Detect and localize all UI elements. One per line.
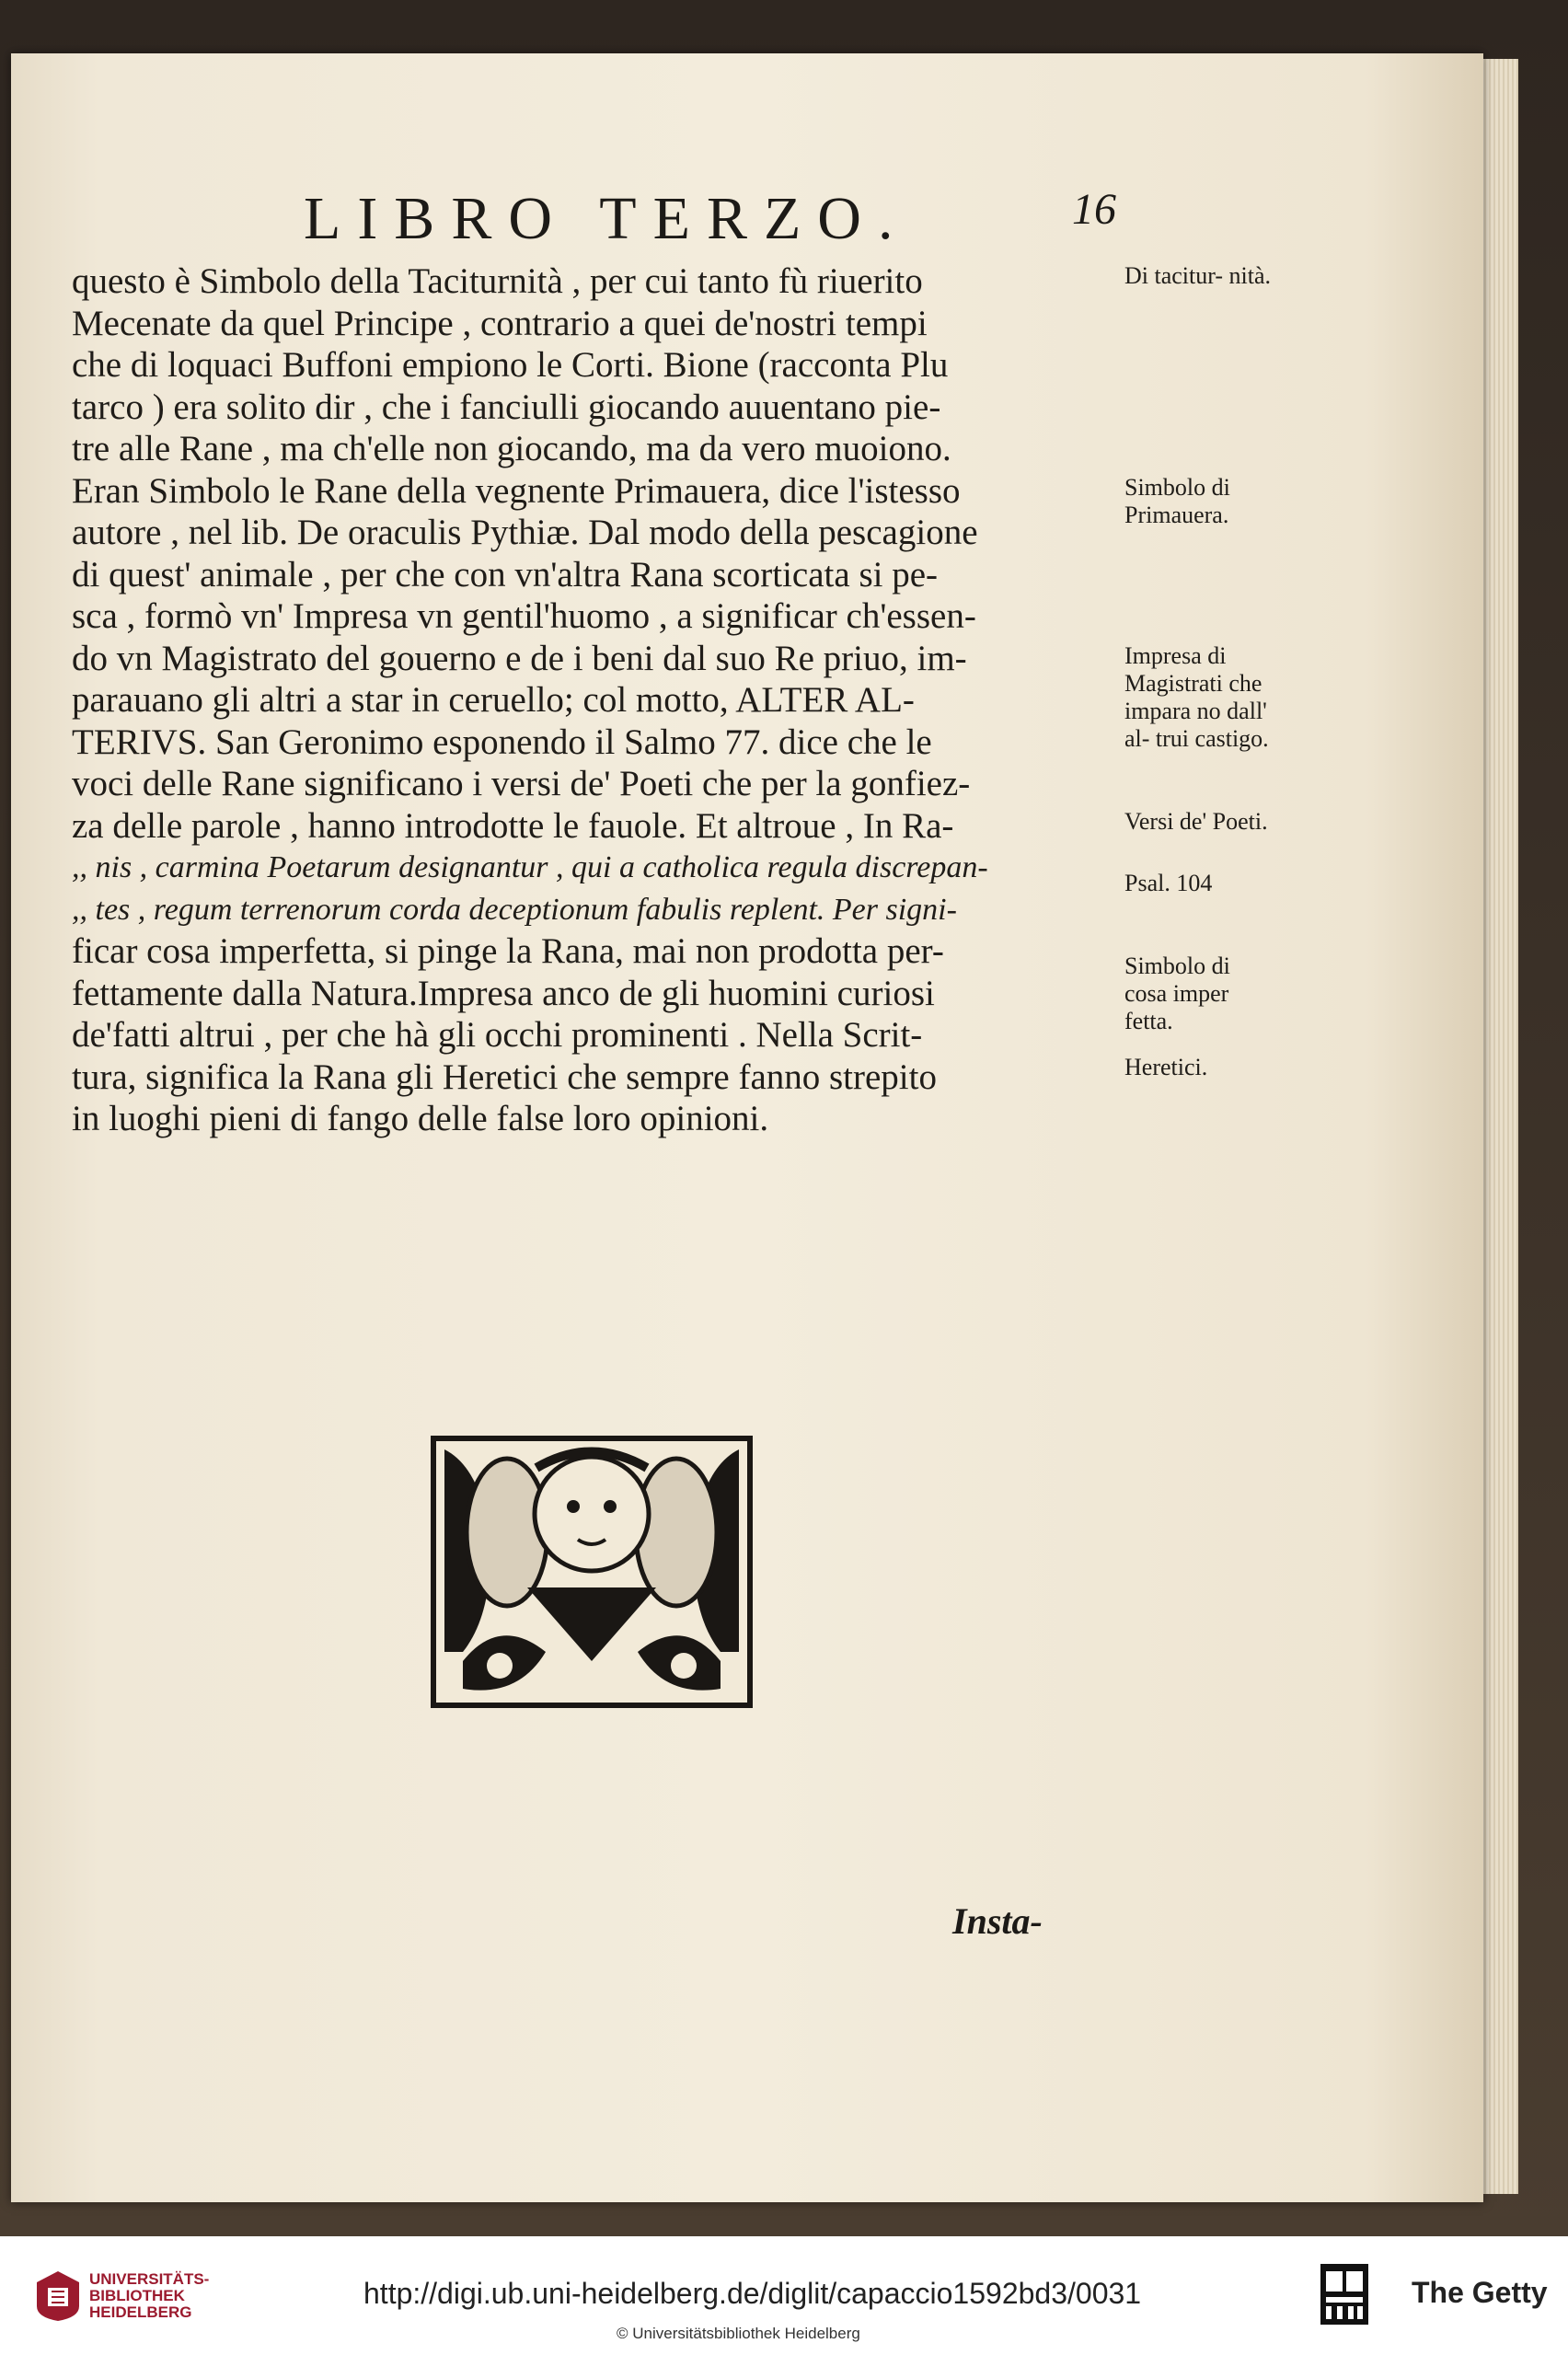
university-seal-icon <box>35 2269 81 2323</box>
text-line: za delle parole , hanno introdotte le fauole. Et altroue , In Ra- <box>72 805 954 846</box>
text-line: tarco ) era solito dir , che i fanciulli giocando auuentano pie- <box>72 387 941 427</box>
text-line: voci delle Rane significano i versi de' Poeti che per la gonfiez- <box>72 764 971 803</box>
partner-name: The Getty <box>1412 2276 1548 2309</box>
margin-note: Simbolo di cosa imper fetta. <box>1124 952 1230 1034</box>
text-line: ficar cosa imperfetta, si pinge la Rana, mai non prodotta per- <box>72 931 944 971</box>
text-line: do vn Magistrato del gouerno e de i beni dal suo Re priuo, im- <box>72 638 967 678</box>
text-line: parauano gli altri a star in ceruello; col motto, ALTER AL- <box>72 680 915 720</box>
margin-note: Heretici. <box>1124 1054 1208 1080</box>
text-line: autore , nel lib. De oraculis Pythiæ. Dal modo della pescagione <box>72 513 978 552</box>
permalink-url[interactable]: http://digi.ub.uni-heidelberg.de/diglit/capaccio1592bd3/0031 <box>363 2277 1142 2310</box>
text-line: fettamente dalla Natura.Impresa anco de gli huomini curiosi <box>72 973 935 1013</box>
cherub-ornament <box>426 1431 757 1713</box>
getty-logo-icon <box>1320 2264 1368 2325</box>
text-line: tre alle Rane , ma ch'elle non giocando, ma da vero muoiono. <box>72 429 951 468</box>
text-line: che di loquaci Buffoni empiono le Corti. Bione (racconta Plu <box>72 345 949 385</box>
margin-note: Psal. 104 <box>1124 870 1213 896</box>
text-line: TERIVS. San Geronimo esponendo il Salmo 77. dice che le <box>72 722 932 762</box>
text-line: questo è Simbolo della Taciturnità , per cui tanto fù riuerito <box>72 261 923 301</box>
institution-name: UNIVERSITÄTS- BIBLIOTHEK HEIDELBERG <box>89 2270 210 2321</box>
text-line-italic: ,, tes , regum terrenorum corda deceptionum fabulis replent. Per signi- <box>72 892 957 927</box>
margin-note: Di tacitur- nità. <box>1124 262 1272 289</box>
copyright-notice: © Universitätsbibliothek Heidelberg <box>617 2325 860 2342</box>
text-line: Eran Simbolo le Rane della vegnente Primauera, dice l'istesso <box>72 470 961 511</box>
body-text <box>72 260 1121 1140</box>
margin-note: Versi de' Poeti. <box>1124 808 1268 835</box>
text-line: in luoghi pieni di fango delle false loro opinioni. <box>72 1099 769 1138</box>
margin-note: Simbolo di Primauera. <box>1124 474 1230 528</box>
text-line: sca , formò vn' Impresa vn gentil'huomo , a significar ch'essen- <box>72 596 976 636</box>
page-number: 16 <box>1072 185 1116 234</box>
catchword: Insta- <box>952 1900 1043 1942</box>
text-line: di quest' animale , per che con vn'altra Rana scorticata si pe- <box>72 554 939 595</box>
text-line: Mecenate da quel Principe , contrario a quei de'nostri tempi <box>72 303 928 343</box>
text-line-italic: ,, nis , carmina Poetarum designantur , qui a catholica regula discrepan- <box>72 850 988 884</box>
footer-bar <box>0 2236 1568 2355</box>
margin-note: Impresa di Magistrati che impara no dall' al- trui castigo. <box>1124 642 1269 752</box>
text-line: de'fatti altrui , per che hà gli occhi prominenti . Nella Scrit- <box>72 1015 923 1055</box>
running-head: LIBRO TERZO. <box>304 185 910 252</box>
text-line: tura, significa la Rana gli Heretici che sempre fanno strepito <box>72 1056 937 1097</box>
